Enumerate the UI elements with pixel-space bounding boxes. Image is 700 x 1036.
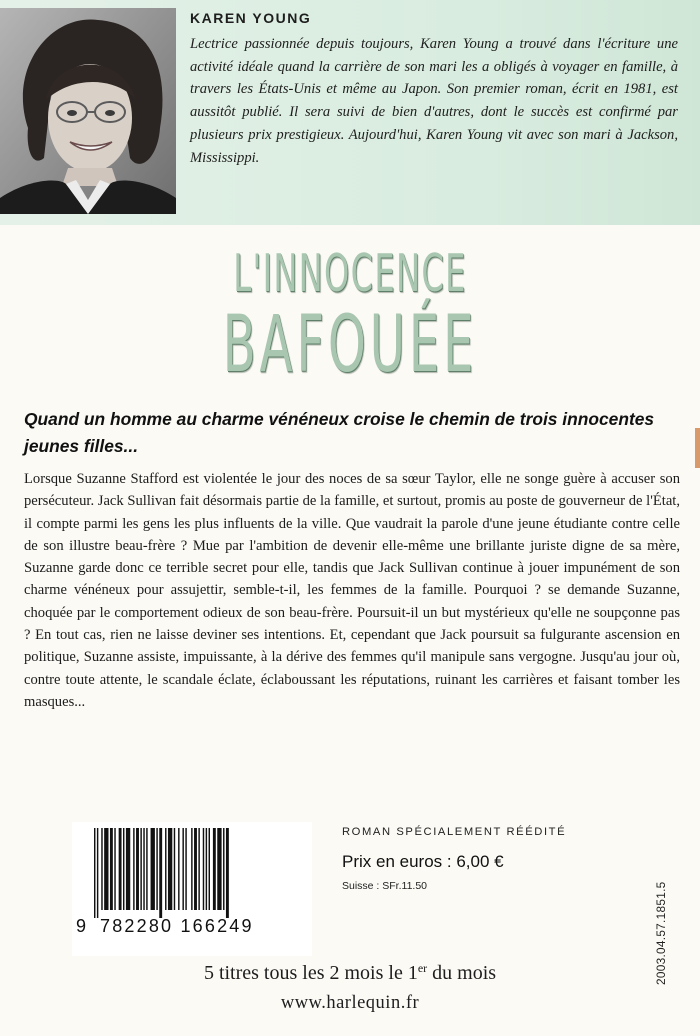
barcode-bar [165,828,166,910]
barcode-bar [126,828,130,910]
barcode-bar [159,828,162,918]
barcode-bar [194,828,197,910]
barcode [72,822,312,956]
author-biography: Lectrice passionnée depuis toujours, Karen Young a trouvé dans l'écriture une activité idéale quand la carrière de son mari les a obligés à voyager en famille, à travers les États-Unis et même au Japon. Son premier roman, écrit en 1981, est aussitôt publié. Il sera suivi de bien d'autres, dont le succès est confirmé par plusieurs prix prestigieux. Aujourd'hui, Karen Young vit avec son mari à Jackson, Mississippi. [190,36,678,166]
isbn-code: 2003.04.57.1851.5 [654,881,668,985]
barcode-bar [217,828,221,910]
barcode-bar [140,828,141,910]
publisher-website: www.harlequin.fr [280,993,420,1013]
barcode-bar [223,828,224,910]
barcode-bar [123,828,124,910]
barcode-bar [119,828,122,910]
barcode-first-digit: 9 [76,916,87,936]
book-title-line-2: BAFOUÉE [222,300,478,390]
barcode-bar [226,828,229,918]
barcode-bar [168,828,172,910]
frequency-text-end: du mois [427,962,497,984]
barcode-bar [191,828,192,910]
barcode-bars [94,828,304,918]
barcode-bar [203,828,204,910]
barcode-bar [104,828,108,910]
back-cover-blurb: Lorsque Suzanne Stafford est violentée le jour des noces de sa sœur Taylor, elle ne songe guère à accuser son persécuteur. Jack Sullivan fait désormais partie de la famille, et surtout, promis au poste de gouverneur de l'État, il compte parmi les gens les plus influents de la ville. Que vaudrait la parole d'une jeune étudiante contre celle de son illustre beau-frère ? Mue par l'ambition de devenir elle-même une brillante juriste digne de sa mère, Suzanne garde donc ce terrible secret pour elle, tandis que Jack Sullivan continue à jouer impunément de son charme vénéneux pour assujettir, semble-t-il, les femmes de la famille. Pourquoi ? se demande Suzanne, choquée par le comportement odieux de son beau-frère. Poursuit-il un but mystérieux qu'elle ne soupçonne pas ? En tout cas, rien ne laisse deviner ses intentions. Et, cependant que Jack poursuit sa fulgurante ascension en politique, Suzanne assiste, impuissante, à la dérive des femmes qu'il manipule sans vergogne. Jusqu'au jour où, contre toute attente, le scandale éclate, éclaboussant les réputations, ruinant les carrières et faisant tomber les masques... [24,471,680,710]
author-name: KAREN YOUNG [190,10,312,26]
barcode-bar [136,828,139,910]
frequency-superscript: er [417,961,428,975]
author-portrait-image [0,8,176,214]
book-title-line-1: L'INNOCENCE [233,244,467,304]
barcode-digits: 782280 166249 [100,916,254,936]
barcode-bar [151,828,155,910]
barcode-bar [182,828,183,910]
barcode-bar [101,828,102,910]
barcode-bar [213,828,216,910]
barcode-bar [133,828,134,910]
barcode-bar [143,828,144,910]
publication-frequency [0,962,700,985]
barcode-bar [209,828,210,910]
price-swiss: Suisse : SFr.11.50 [342,880,428,892]
barcode-bar [185,828,186,910]
cover-edge-strip [695,428,700,468]
tagline: Quand un homme au charme vénéneux croise le chemin de trois innocentes jeunes filles... [24,409,655,456]
barcode-bar [156,828,157,910]
barcode-bar [146,828,147,910]
barcode-bar [198,828,199,910]
reissue-label: ROMAN SPÉCIALEMENT RÉÉDITÉ [342,826,567,838]
barcode-bar [114,828,115,910]
barcode-bar [94,828,95,918]
barcode-bar [97,828,98,918]
author-photo [0,8,176,214]
price-euros: Prix en euros : 6,00 € [342,852,504,871]
barcode-bar [178,828,179,910]
frequency-text: 5 titres tous les 2 mois le 1 [203,962,418,984]
barcode-bar [206,828,207,910]
barcode-bar [174,828,175,910]
barcode-bar [110,828,113,910]
